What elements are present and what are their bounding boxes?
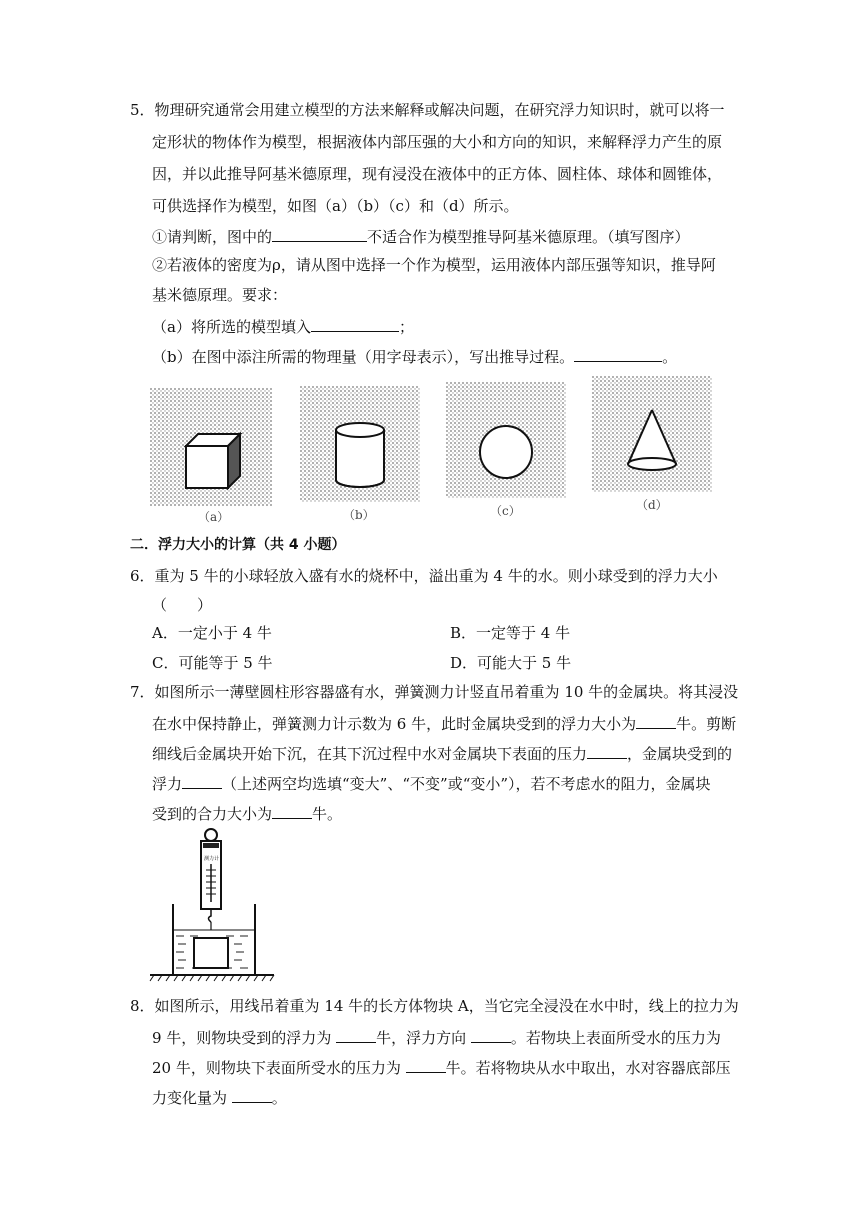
figure-b-cylinder: [300, 386, 420, 502]
q5-b-prefix: （b）在图中添注所需的物理量（用字母表示），写出推导过程。: [152, 348, 575, 366]
scale-label: 测力计: [204, 856, 220, 862]
q6-line-1: 6．重为 5 牛的小球轻放入盛有水的烧杯中，溢出重为 4 牛的水。则小球受到的浮力大小: [130, 567, 718, 585]
q5-line-4: 可供选择作为模型，如图（a）（b）（c）和（d）所示。: [152, 197, 519, 215]
answer-blank[interactable]: [636, 712, 676, 729]
q8-line-3-suffix: 牛。若将物块从水中取出，水对容器底部压: [445, 1059, 731, 1077]
q5-a-prefix: （a）将所选的模型填入: [152, 318, 311, 336]
answer-blank[interactable]: [311, 315, 399, 332]
figure-d-cone: [592, 376, 712, 492]
answer-blank[interactable]: [587, 742, 627, 759]
q8-line-2: [152, 1026, 721, 1048]
answer-blank[interactable]: [406, 1056, 446, 1073]
q5-sub1: [152, 225, 690, 247]
q5-sub1-prefix: ①请判断，图中的: [152, 228, 273, 246]
q5-b-suffix: 。: [662, 348, 678, 366]
q5-line-1: 5．物理研究通常会用建立模型的方法来解释或解决问题，在研究浮力知识时，就可以将一: [130, 101, 725, 119]
q6-option-a[interactable]: A．一定小于 4 牛: [152, 624, 272, 642]
q7-line-3: [152, 742, 732, 764]
q5-sub1-suffix: 不适合作为模型推导阿基米德原理。（填写图序）: [367, 228, 690, 246]
answer-blank[interactable]: [471, 1026, 511, 1043]
q5-sub2-line-2: 基米德原理。要求：: [152, 286, 288, 304]
q8-line-2-text: 9 牛，则物块受到的浮力为: [152, 1029, 337, 1047]
q8-line-2-suffix: 。若物块上表面所受水的压力为: [510, 1029, 721, 1047]
q7-line-4-text: 浮力: [152, 775, 183, 793]
figure-label-c: （c）: [490, 504, 521, 518]
q8-line-4-suffix: 。: [271, 1089, 287, 1107]
answer-blank[interactable]: [336, 1026, 376, 1043]
answer-blank[interactable]: [574, 345, 662, 362]
figure-label-d: （d）: [636, 498, 668, 512]
q5-line-2: 定形状的物体作为模型，根据液体内部压强的大小和方向的知识，来解释浮力产生的原: [152, 133, 723, 151]
q6-option-c[interactable]: C．可能等于 5 牛: [152, 654, 273, 672]
q8-line-1: 8．如图所示，用线吊着重为 14 牛的长方体物块 A，当它完全浸没在水中时，线上的拉力为: [130, 997, 739, 1015]
q5-sub-b: [152, 345, 677, 367]
q8-line-3-text: 20 牛，则物块下表面所受水的压力为: [152, 1059, 406, 1077]
q6-option-d[interactable]: D．可能大于 5 牛: [450, 654, 572, 672]
q5-sub-a: [152, 315, 414, 337]
q7-line-5: [152, 802, 342, 824]
figure-label-b: （b）: [343, 508, 375, 522]
q8-line-4: [152, 1086, 287, 1108]
q7-line-2-suffix: 牛。剪断: [676, 715, 737, 733]
q7-line-5-text: 受到的合力大小为: [152, 805, 273, 823]
figure-label-a: （a）: [198, 510, 230, 524]
q7-line-1: 7．如图所示一薄壁圆柱形容器盛有水，弹簧测力计竖直吊着重为 10 牛的金属块。将其浸没: [130, 683, 739, 701]
answer-blank[interactable]: [232, 1086, 272, 1103]
q5-a-suffix: ；: [398, 318, 414, 336]
q7-line-2-text: 在水中保持静止，弹簧测力计示数为 6 牛，此时金属块受到的浮力大小为: [152, 715, 637, 733]
q7-line-4-suffix: （上述两空均选填“变大”、“不变”或“变小”），若不考虑水的阻力，金属块: [222, 775, 711, 793]
figure-c-sphere: [446, 382, 566, 498]
figure-spring-scale-container: [148, 826, 278, 986]
answer-blank[interactable]: [272, 802, 312, 819]
q8-line-3: [152, 1056, 731, 1078]
q8-line-4-text: 力变化量为: [152, 1089, 232, 1107]
q7-line-3-text: 细线后金属块开始下沉，在其下沉过程中水对金属块下表面的压力: [152, 745, 588, 763]
q6-option-b[interactable]: B．一定等于 4 牛: [450, 624, 571, 642]
figure-a-cube: [150, 388, 272, 506]
q7-line-5-suffix: 牛。: [312, 805, 343, 823]
q7-line-2: [152, 712, 736, 734]
q5-sub2-line-1: ②若液体的密度为ρ，请从图中选择一个作为模型，运用液体内部压强等知识，推导阿: [152, 256, 716, 274]
answer-blank[interactable]: [272, 225, 367, 242]
q5-line-3: 因，并以此推导阿基米德原理，现有浸没在液体中的正方体、圆柱体、球体和圆锥体，: [152, 165, 723, 183]
q6-line-2: （ ）: [152, 596, 213, 614]
q7-line-3-suffix: ，金属块受到的: [627, 745, 733, 763]
q7-line-4: [152, 772, 711, 794]
answer-blank[interactable]: [182, 772, 222, 789]
section-heading: 二．浮力大小的计算（共 4 小题）: [130, 537, 346, 553]
q8-line-2-mid: 牛，浮力方向: [376, 1029, 471, 1047]
